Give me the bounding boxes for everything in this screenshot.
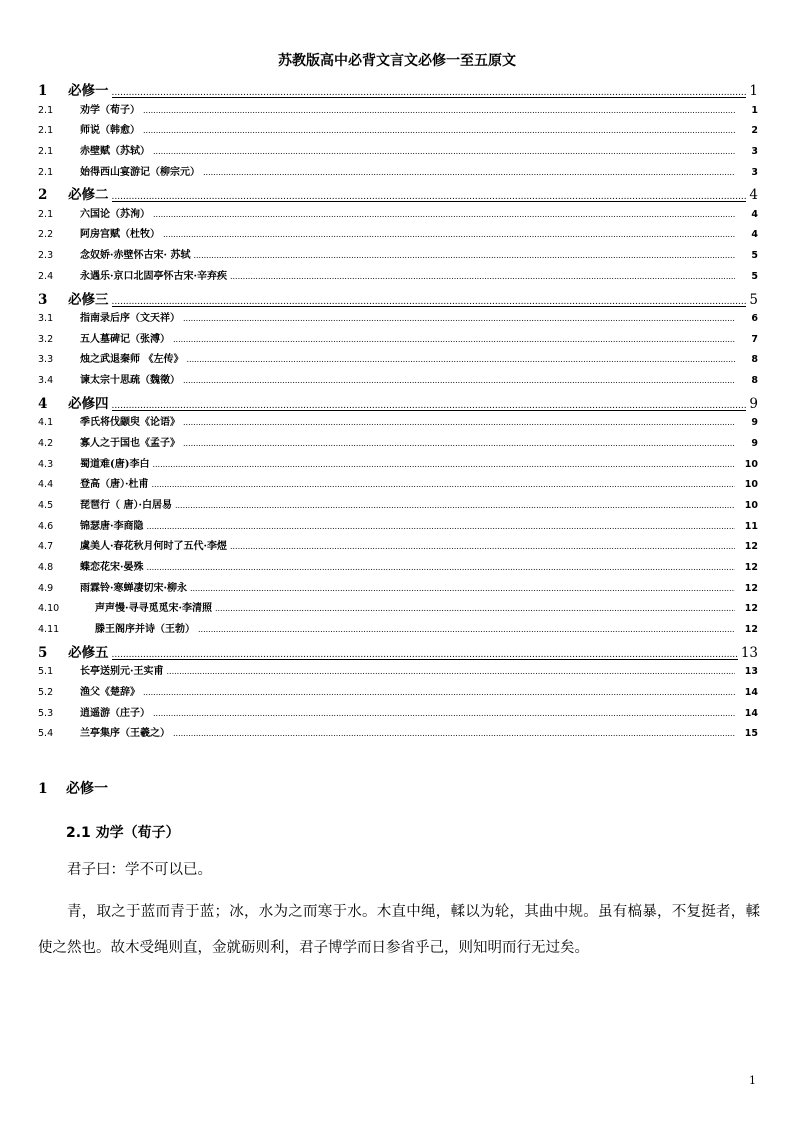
toc-entry-number: 3.4 [38, 375, 54, 387]
toc-entry-number: 4.2 [38, 437, 54, 449]
toc-section-entry[interactable] [38, 599, 758, 620]
toc-leader-dots [215, 604, 735, 613]
toc-entry-number: 3.2 [38, 333, 54, 345]
toc-entry-title: 锦瑟唐·李商隐 [80, 520, 144, 532]
toc-section-entry[interactable] [38, 246, 758, 267]
toc-entry-page: 1 [751, 104, 758, 116]
toc-section-entry[interactable] [38, 620, 758, 641]
toc-entry-page: 4 [751, 208, 758, 220]
toc-entry-page: 8 [751, 375, 758, 387]
toc-entry-number: 4.5 [38, 500, 54, 511]
toc-leader-dots [112, 192, 747, 202]
toc-entry-title: 烛之武退秦师 《左传》 [80, 354, 184, 366]
toc-leader-dots [186, 355, 735, 364]
subsection-heading: 2.1 劝学（荀子） [66, 825, 180, 841]
toc-section-entry[interactable] [38, 455, 758, 476]
toc-entry-title: 季氏将伐颛臾《论语》 [80, 417, 180, 429]
toc-entry-page: 9 [751, 437, 758, 449]
toc-entry-number: 5.3 [38, 707, 54, 719]
toc-leader-dots [193, 251, 735, 260]
toc-entry-page: 3 [751, 166, 758, 178]
toc-entry-title: 必修五 [68, 644, 109, 661]
toc-entry-number: 5 [38, 644, 48, 661]
toc-entry-page: 13 [740, 644, 758, 661]
toc-leader-dots [198, 625, 735, 634]
toc-entry-title: 师说（韩愈） [80, 125, 140, 137]
toc-entry-title: 蜀道难(唐)李白 [80, 458, 150, 470]
toc-chapter-entry[interactable] [38, 79, 758, 101]
page-number: 1 [749, 1074, 756, 1087]
toc-entry-title: 六国论（苏洵） [80, 208, 150, 220]
toc-section-entry[interactable] [38, 537, 758, 558]
toc-leader-dots [112, 297, 747, 307]
toc-section-entry[interactable] [38, 683, 758, 704]
toc-entry-page: 7 [751, 333, 758, 345]
toc-section-entry[interactable] [38, 517, 758, 538]
toc-entry-number: 4.9 [38, 582, 54, 594]
toc-entry-title: 滕王阁序并诗（王勃） [95, 624, 195, 636]
toc-leader-dots [143, 688, 735, 697]
table-of-contents [38, 79, 758, 745]
toc-section-entry[interactable] [38, 121, 758, 142]
toc-entry-title: 必修三 [68, 291, 109, 308]
toc-leader-dots [112, 650, 738, 660]
toc-leader-dots [146, 522, 735, 531]
toc-section-entry[interactable] [38, 662, 758, 683]
toc-entry-title: 寡人之于国也《孟子》 [80, 437, 180, 449]
toc-entry-page: 12 [744, 562, 758, 574]
toc-entry-title: 长亭送别元·王实甫 [80, 666, 164, 678]
toc-section-entry[interactable] [38, 225, 758, 246]
toc-chapter-entry[interactable] [38, 288, 758, 310]
toc-entry-title: 雨霖铃·寒蝉凄切宋·柳永 [80, 582, 187, 594]
toc-leader-dots [183, 418, 735, 427]
toc-leader-dots [173, 729, 735, 738]
toc-entry-number: 5.2 [38, 687, 54, 698]
toc-entry-page: 12 [744, 582, 758, 594]
toc-entry-title: 始得西山宴游记（柳宗元） [80, 166, 200, 178]
toc-entry-page: 4 [751, 229, 758, 241]
toc-leader-dots [183, 314, 735, 323]
toc-section-entry[interactable] [38, 142, 758, 163]
paragraph-1: 君子曰：学不可以已。 [67, 862, 212, 878]
toc-entry-number: 2.1 [38, 125, 54, 137]
toc-section-entry[interactable] [38, 330, 758, 351]
toc-section-entry[interactable] [38, 579, 758, 600]
toc-leader-dots [190, 584, 735, 593]
toc-entry-page: 9 [749, 395, 758, 412]
section-title: 必修一 [66, 781, 108, 797]
toc-section-entry[interactable] [38, 267, 758, 288]
toc-section-entry[interactable] [38, 724, 758, 745]
toc-section-entry[interactable] [38, 309, 758, 330]
toc-chapter-entry[interactable] [38, 641, 758, 663]
toc-entry-title: 琵琶行（ 唐）·白居易 [80, 500, 172, 511]
toc-leader-dots [173, 335, 735, 344]
toc-entry-page: 10 [744, 479, 758, 491]
toc-entry-number: 3.3 [38, 354, 54, 366]
toc-entry-page: 12 [744, 603, 758, 615]
toc-entry-page: 14 [744, 707, 758, 719]
toc-entry-title: 兰亭集序（王羲之） [80, 728, 170, 740]
toc-chapter-entry[interactable] [38, 183, 758, 205]
toc-section-entry[interactable] [38, 434, 758, 455]
toc-leader-dots [230, 542, 735, 551]
toc-entry-title: 赤壁赋（苏轼） [80, 145, 150, 157]
toc-leader-dots [153, 709, 735, 718]
toc-entry-number: 4.3 [38, 458, 54, 470]
toc-section-entry[interactable] [38, 704, 758, 725]
toc-entry-title: 五人墓碑记（张溥） [80, 333, 170, 345]
toc-leader-dots [143, 106, 735, 115]
toc-entry-number: 4 [38, 395, 48, 412]
toc-entry-number: 2.4 [38, 270, 54, 282]
toc-entry-title: 永遇乐·京口北固亭怀古宋·辛弃疾 [80, 270, 227, 282]
toc-leader-dots [203, 168, 735, 177]
toc-entry-title: 必修二 [68, 187, 109, 204]
toc-entry-number: 2.1 [38, 166, 54, 178]
toc-section-entry[interactable] [38, 413, 758, 434]
toc-entry-number: 5.4 [38, 728, 54, 740]
toc-section-entry[interactable] [38, 475, 758, 496]
toc-leader-dots [175, 501, 735, 510]
toc-entry-title: 谏太宗十思疏（魏徵） [80, 375, 180, 387]
toc-entry-number: 2.1 [38, 208, 54, 220]
toc-leader-dots [153, 147, 735, 156]
toc-entry-page: 10 [744, 500, 758, 511]
toc-entry-title: 阿房宫赋（杜牧） [80, 229, 160, 241]
toc-leader-dots [230, 272, 735, 281]
toc-entry-number: 4.6 [38, 520, 54, 532]
toc-leader-dots [152, 460, 735, 469]
toc-leader-dots [153, 210, 735, 219]
toc-entry-page: 9 [751, 417, 758, 429]
toc-entry-title: 渔父《楚辞》 [80, 687, 140, 698]
toc-entry-title: 虞美人·春花秋月何时了五代·李煜 [80, 541, 227, 553]
toc-entry-page: 15 [744, 728, 758, 740]
toc-section-entry[interactable] [38, 350, 758, 371]
toc-entry-title: 蝶恋花宋·晏殊 [80, 562, 144, 574]
toc-entry-number: 2.1 [38, 104, 54, 116]
toc-section-entry[interactable] [38, 496, 758, 517]
toc-entry-title: 必修四 [68, 395, 109, 412]
toc-entry-page: 2 [751, 125, 758, 137]
toc-entry-number: 4.7 [38, 541, 54, 553]
toc-entry-number: 4.1 [38, 417, 54, 429]
toc-entry-number: 4.10 [38, 603, 60, 615]
toc-entry-number: 4.8 [38, 562, 54, 574]
toc-entry-page: 5 [749, 291, 758, 308]
toc-entry-page: 12 [744, 541, 758, 553]
toc-entry-title: 念奴娇·赤壁怀古宋· 苏轼 [80, 250, 191, 262]
toc-leader-dots [143, 126, 735, 135]
toc-leader-dots [151, 480, 735, 489]
toc-entry-number: 1 [38, 83, 48, 99]
toc-entry-title: 声声慢·寻寻觅觅宋·李清照 [95, 603, 212, 615]
toc-leader-dots [112, 88, 747, 98]
toc-entry-page: 12 [744, 624, 758, 636]
toc-leader-dots [112, 401, 747, 411]
toc-entry-number: 5.1 [38, 666, 54, 678]
toc-leader-dots [166, 667, 735, 676]
toc-chapter-entry[interactable] [38, 392, 758, 414]
document-title: 苏教版高中必背文言文必修一至五原文 [278, 53, 516, 69]
toc-entry-title: 指南录后序（文天祥） [80, 313, 180, 324]
toc-leader-dots [183, 376, 735, 385]
toc-entry-number: 4.11 [38, 624, 60, 636]
toc-entry-title: 登高（唐）·杜甫 [80, 479, 149, 491]
toc-section-entry[interactable] [38, 205, 758, 226]
section-number: 1 [38, 781, 48, 797]
toc-entry-title: 劝学（荀子） [80, 104, 140, 116]
toc-entry-page: 3 [751, 145, 758, 157]
toc-section-entry[interactable] [38, 101, 758, 122]
toc-entry-page: 14 [744, 687, 758, 698]
toc-entry-number: 3.1 [38, 313, 54, 324]
toc-entry-page: 1 [749, 83, 758, 99]
toc-entry-number: 2.3 [38, 250, 54, 262]
toc-entry-number: 2 [38, 187, 48, 204]
toc-section-entry[interactable] [38, 371, 758, 392]
toc-entry-number: 2.2 [38, 229, 54, 241]
toc-entry-page: 6 [751, 313, 758, 324]
toc-entry-title: 必修一 [68, 83, 109, 99]
paragraph-2: 青，取之于蓝而青于蓝；冰，水为之而寒于水。木直中绳，輮以为轮，其曲中规。虽有槁暴，不复挺者，輮使之然也。故木受绳则直，金就砺则利，君子博学而日参省乎己，则知明而行无过矣。 [38, 904, 760, 956]
toc-entry-number: 3 [38, 291, 48, 308]
toc-entry-page: 5 [751, 270, 758, 282]
toc-section-entry[interactable] [38, 163, 758, 184]
toc-entry-page: 11 [744, 520, 758, 532]
toc-entry-page: 13 [744, 666, 758, 678]
toc-entry-number: 2.1 [38, 145, 54, 157]
toc-leader-dots [163, 230, 735, 239]
toc-leader-dots [146, 563, 735, 572]
toc-leader-dots [183, 439, 735, 448]
toc-entry-page: 5 [751, 250, 758, 262]
toc-entry-page: 10 [744, 458, 758, 470]
toc-entry-page: 4 [749, 187, 758, 204]
toc-section-entry[interactable] [38, 558, 758, 579]
toc-entry-title: 逍遥游（庄子） [80, 707, 150, 719]
section-heading-1 [38, 778, 108, 798]
toc-entry-number: 4.4 [38, 479, 54, 491]
toc-entry-page: 8 [751, 354, 758, 366]
